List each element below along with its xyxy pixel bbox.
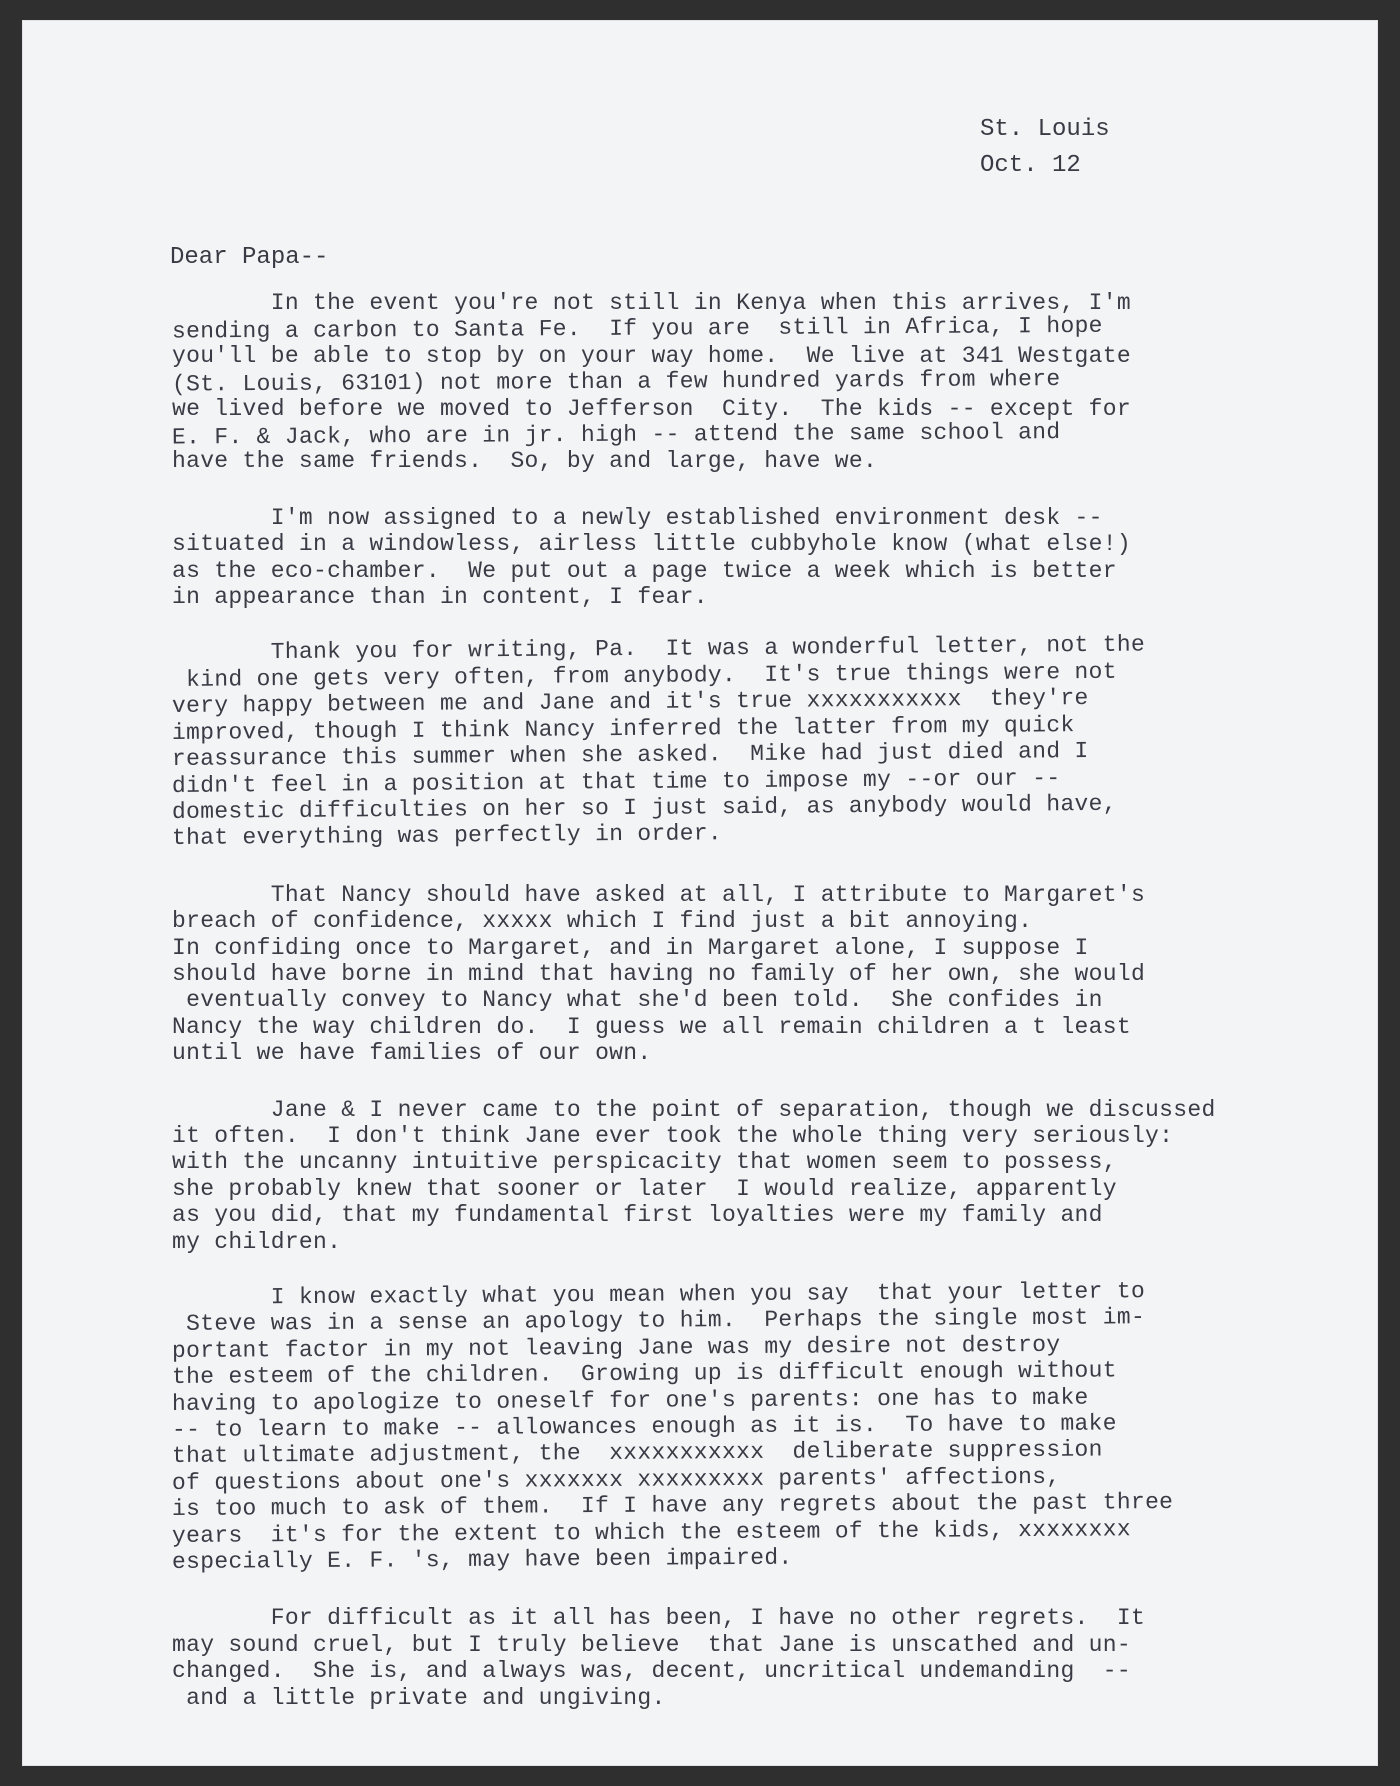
text-line: breach of confidence, xxxxx which I find just a bit annoying. — [172, 908, 1033, 935]
text-line: we lived before we moved to Jefferson City. The kids -- except for — [172, 395, 1131, 422]
text-line: In confiding once to Margaret, and in Margaret alone, I suppose I — [172, 934, 1089, 961]
letter-body — [172, 290, 1322, 1741]
text-line: That Nancy should have asked at all, I attribute to Margaret's — [172, 881, 1146, 908]
text-line: improved, though I think Nancy inferred the latter from my quick — [171, 711, 1075, 746]
text-line: my children. — [172, 1228, 342, 1255]
letter-paragraph — [172, 505, 1322, 611]
text-line: until we have families of our own. — [172, 1040, 652, 1067]
text-line: years it's for the extent to which the esteem of the kids, xxxxxxxx — [171, 1515, 1132, 1549]
text-line: you'll be able to stop by on your way home. We live at 341 Westgate — [172, 342, 1131, 369]
text-line: sending a carbon to Santa Fe. If you are still in Africa, I hope — [171, 313, 1103, 345]
letter-place: St. Louis — [980, 116, 1110, 143]
text-line: and a little private and ungiving. — [172, 1684, 666, 1711]
text-line: that ultimate adjustment, the xxxxxxxxxxx deliberate suppression — [171, 1436, 1103, 1470]
text-line: in appearance than in content, I fear. — [172, 584, 708, 611]
text-line: kind one gets very often, from anybody. It's true things were not — [171, 658, 1117, 693]
letter-paragraph — [172, 1097, 1322, 1255]
salutation: Dear Papa-- — [170, 244, 329, 271]
text-line: it often. I don't think Jane ever took the whole thing very seriously: — [172, 1122, 1174, 1149]
text-line: Nancy the way children do. I guess we all remain children a t least — [172, 1013, 1131, 1040]
text-line: is too much to ask of them. If I have any regrets about the past three — [171, 1489, 1174, 1523]
text-line: she probably knew that sooner or later I would realize, apparently — [172, 1175, 1117, 1202]
text-line: portant factor in my not leaving Jane was my desire not destroy — [171, 1331, 1061, 1364]
letter-date: Oct. 12 — [980, 152, 1081, 179]
text-line: changed. She is, and always was, decent, uncritical undemanding -- — [172, 1658, 1131, 1685]
text-line: should have borne in mind that having no family of her own, she would — [172, 960, 1146, 987]
text-line: I'm now assigned to a newly established environment desk -- — [172, 504, 1103, 531]
text-line: as you did, that my fundamental first loyalties were my family and — [172, 1202, 1103, 1229]
letter-paragraph — [172, 1605, 1322, 1711]
text-line: domestic difficulties on her so I just said, as anybody would have, — [171, 790, 1117, 825]
text-line: reassurance this summer when she asked. Mike had just died and I — [171, 738, 1089, 773]
text-line: the esteem of the children. Growing up is difficult enough without — [171, 1357, 1117, 1391]
text-line: situated in a windowless, airless little cubbyhole know (what else!) — [172, 531, 1131, 558]
text-line: may sound cruel, but I truly believe that Jane is unscathed and un- — [172, 1631, 1131, 1658]
letter-paragraph — [171, 631, 1322, 852]
text-line: having to apologize to oneself for one's parents: one has to make — [171, 1384, 1089, 1417]
text-line: as the eco-chamber. We put out a page twice a week which is better — [172, 557, 1117, 584]
text-line: eventually convey to Nancy what she'd been told. She confides in — [172, 987, 1103, 1014]
letter-paragraph — [171, 1278, 1322, 1576]
text-line: especially E. F. 's, may have been impaired. — [171, 1544, 793, 1576]
text-line: Jane & I never came to the point of separation, though we discussed — [172, 1096, 1216, 1123]
text-line: For difficult as it all has been, I have no other regrets. It — [172, 1605, 1146, 1632]
text-line: that everything was perfectly in order. — [171, 820, 723, 852]
text-line: (St. Louis, 63101) not more than a few hundred yards from where — [171, 366, 1061, 398]
text-line: I know exactly what you mean when you say that your letter to — [171, 1278, 1146, 1311]
text-line: of questions about one's xxxxxxx xxxxxxxxx parents' affections, — [171, 1463, 1061, 1496]
text-line: -- to learn to make -- allowances enough as it is. To have to make — [171, 1410, 1117, 1444]
text-line: In the event you're not still in Kenya when this arrives, I'm — [172, 290, 1131, 316]
text-line: with the uncanny intuitive perspicacity that women seem to possess, — [172, 1149, 1117, 1176]
letter-heading — [980, 112, 1110, 184]
text-line: didn't feel in a position at that time to impose my --or our -- — [171, 764, 1061, 799]
letter-paragraph — [172, 290, 1322, 475]
text-line: have the same friends. So, by and large, have we. — [172, 448, 878, 475]
text-line: very happy between me and Jane and it's true xxxxxxxxxxx they're — [171, 685, 1089, 720]
text-line: Thank you for writing, Pa. It was a wonderful letter, not the — [171, 631, 1146, 667]
text-line: E. F. & Jack, who are in jr. high -- attend the same school and — [171, 419, 1061, 451]
letter-paragraph — [172, 882, 1322, 1067]
letter-page — [22, 20, 1378, 1766]
text-line: Steve was in a sense an apology to him. Perhaps the single most im- — [171, 1304, 1146, 1338]
